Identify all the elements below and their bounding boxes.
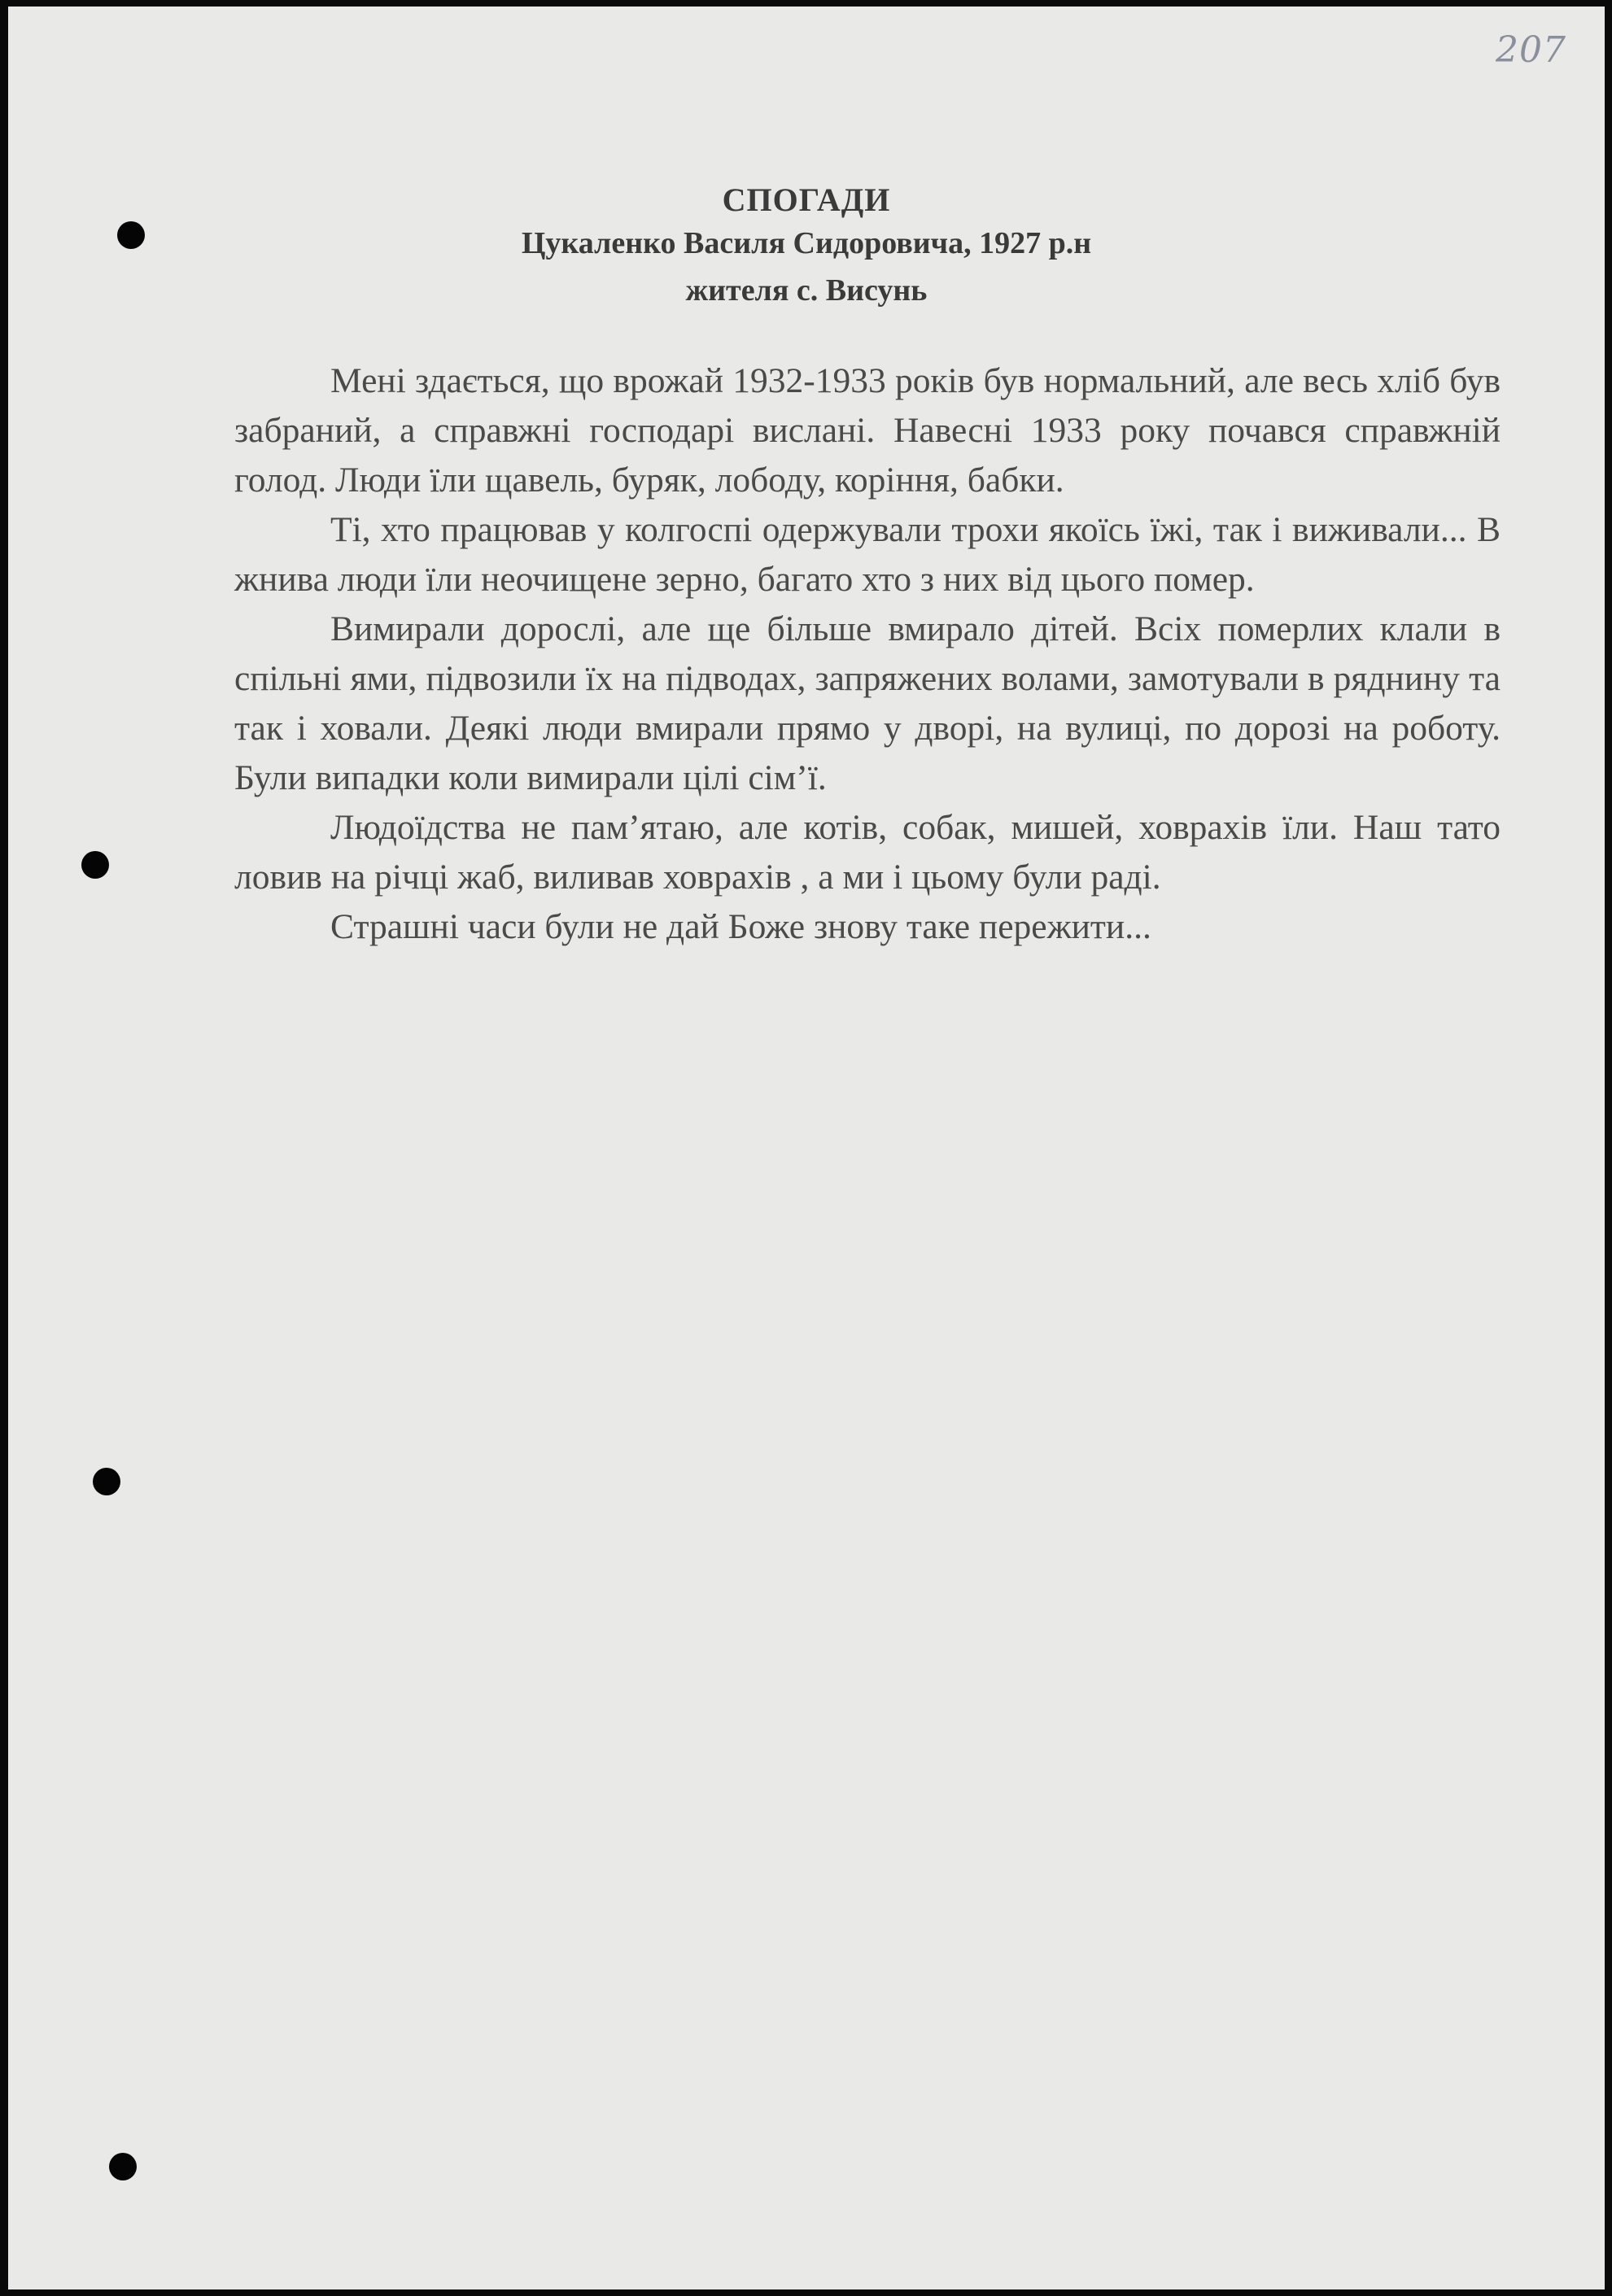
punch-hole bbox=[109, 2153, 137, 2180]
paragraph: Ті, хто працював у колгоспі одержували трохи якоїсь їжі, так і виживали... В жнива люди їли неочищене зерно, багато хто з них від цього помер. bbox=[234, 510, 1501, 599]
paragraph: Страшні часи були не дай Боже знову таке пережити... bbox=[330, 907, 1151, 946]
punch-hole bbox=[81, 851, 109, 879]
punch-hole bbox=[93, 1468, 120, 1495]
document-title: СПОГАДИ bbox=[722, 181, 891, 218]
handwritten-page-number: 207 bbox=[1496, 29, 1566, 71]
document-page bbox=[8, 7, 1605, 2289]
residence-line: жителя с. Висунь bbox=[685, 273, 928, 308]
memoir-body bbox=[234, 356, 1501, 952]
paragraph: Мені здається, що врожай 1932-1933 років був нормальний, але весь хліб був забраний, а справжні господарі вислані. Навесні 1933 року почався справжній голод. Люди їли щавель, буряк, лободу, коріння, бабки. bbox=[234, 361, 1501, 500]
author-line: Цукаленко Василя Сидоровича, 1927 р.н bbox=[521, 226, 1092, 260]
paragraph: Людоїдства не пам’ятаю, але котів, собак, мишей, ховрахів їли. Наш тато ловив на річці жаб, виливав ховрахів , а ми і цьому були раді. bbox=[234, 808, 1501, 897]
document-header bbox=[8, 181, 1605, 314]
paragraph: Вимирали дорослі, але ще більше вмирало дітей. Всіх померлих клали в спільні ями, підвозили їх на підводах, запряжених волами, замотували в ряднину та так і ховали. Деякі люди вмирали прямо у дворі, на вулиці, по дорозі на роботу. Були випадки коли вимирали цілі сім’ї. bbox=[234, 609, 1501, 797]
